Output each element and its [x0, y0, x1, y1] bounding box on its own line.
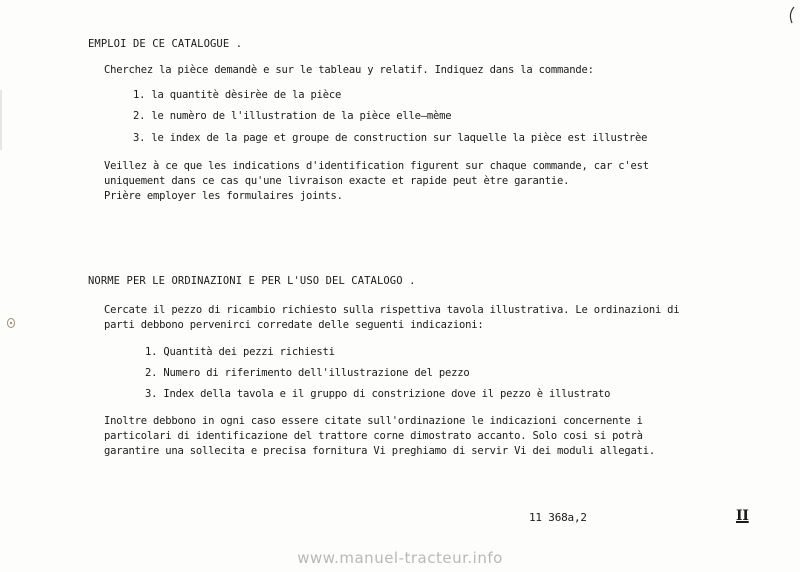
italian-intro-line-1: Cercate il pezzo di ricambio richiesto sulla rispettiva tavola illustrativa. Le ordinazioni di	[104, 304, 680, 316]
document-number: 11 368a,2	[529, 511, 587, 524]
italian-intro-line-2: parti debbono pervenirci corredate delle seguenti indicazioni:	[104, 319, 484, 331]
stain-mark-icon	[6, 314, 16, 326]
french-item-1: 1. la quantitè dèsirèe de la pièce	[133, 89, 342, 101]
italian-item-2: 2. Numero di riferimento dell'illustrazione del pezzo	[145, 367, 470, 379]
italian-note-line-2: particolari di identificazione del trattore corne dimostrato accanto. Solo cosi si potrà	[104, 430, 643, 442]
french-heading: EMPLOI DE CE CATALOGUE .	[88, 38, 243, 50]
french-intro: Cherchez la pièce demandè e sur le tableau y relatif. Indiquez dans la commande:	[104, 64, 594, 76]
french-note-line-3: Prière employer les formulaires joints.	[104, 190, 343, 202]
italian-note-line-3: garantire una sollecita e precisa fornitura Vi preghiamo di servir Vi dei moduli allegati.	[104, 445, 655, 457]
french-item-2: 2. le numèro de l'illustration de la pièce elle—mème	[133, 110, 452, 122]
corner-bracket-mark-icon	[786, 6, 796, 24]
italian-note-line-1: Inoltre debbono in ogni caso essere citate sull'ordinazione le indicazioni concernente i	[104, 415, 643, 427]
italian-item-1: 1. Quantità dei pezzi richiesti	[145, 346, 335, 358]
french-note-line-1: Veillez à ce que les indications d'identification figurent sur chaque commande, car c'est	[104, 160, 649, 172]
french-item-3: 3. le index de la page et groupe de construction sur laquelle la pièce est illustrèe	[133, 132, 648, 144]
scan-edge-shadow	[0, 90, 2, 150]
page-roman-numeral: II	[736, 508, 749, 524]
italian-heading: NORME PER LE ORDINAZIONI E PER L'USO DEL CATALOGO .	[88, 275, 416, 287]
watermark-text: www.manuel-tracteur.info	[297, 549, 503, 567]
italian-item-3: 3. Index della tavola e il gruppo di constrizione dove il pezzo è illustrato	[145, 388, 611, 400]
french-note-line-2: uniquement dans ce cas qu'une livraison exacte et rapide peut ètre garantie.	[104, 175, 570, 187]
